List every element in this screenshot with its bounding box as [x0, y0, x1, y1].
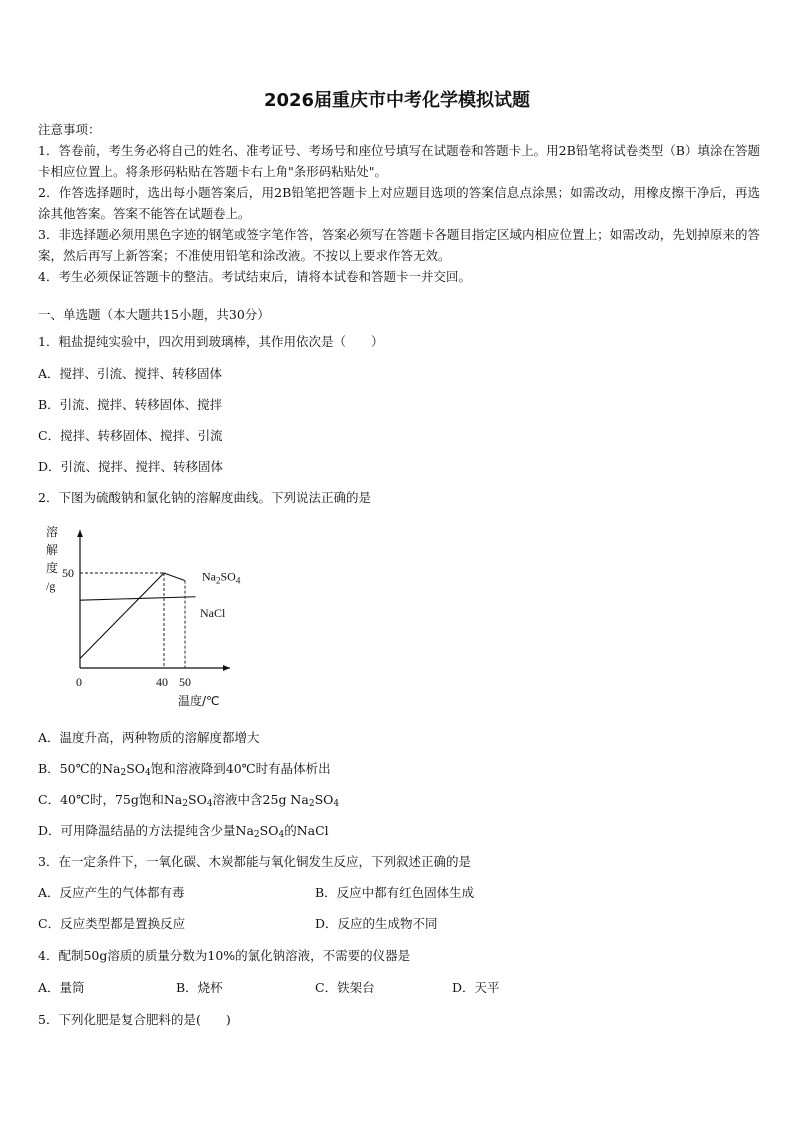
- series-line-na2so4: [80, 573, 185, 659]
- notice-item: 3．非选择题必须用黑色字迹的钢笔或签字笔作答，答案必须写在答题卡各题目指定区域内相应位置上；如需改动，先划掉原来的答案，然后再写上新答案；不准使用铅笔和涂改液。不按以上要求作答无效。: [38, 227, 760, 263]
- question-1-option-b: B．引流、搅拌、转移固体、搅拌: [38, 397, 223, 412]
- y-axis-label: 度: [46, 561, 59, 575]
- question-1-option-c: C．搅拌、转移固体、搅拌、引流: [38, 428, 223, 443]
- question-4-option-a: A．量筒: [38, 980, 85, 995]
- notice-heading: 注意事项：: [38, 122, 101, 137]
- y-tick-label: 50: [62, 566, 74, 580]
- question-4-option-b: B．烧杯: [176, 980, 223, 995]
- notice-item: 2．作答选择题时，选出每小题答案后，用2B铅笔把答题卡上对应题目选项的答案信息点涂黑；如需改动，用橡皮擦干净后，再选涂其他答案。答案不能答在试题卷上。: [38, 185, 760, 221]
- question-3-option-b: B．反应中都有红色固体生成: [315, 885, 475, 900]
- x-axis-label: 温度/℃: [178, 694, 220, 708]
- y-axis-label: 溶: [46, 525, 59, 539]
- series-label-na2so4: $Na_2SO_4$: [202, 569, 241, 586]
- y-axis-arrow: [77, 530, 83, 537]
- x-tick-label: 0: [76, 675, 82, 689]
- question-4-option-c: C．铁架台: [315, 980, 375, 995]
- question-2-option-a: A．温度升高，两种物质的溶解度都增大: [38, 730, 260, 745]
- question-3-option-d: D．反应的生成物不同: [315, 916, 438, 931]
- y-axis-label: 解: [46, 543, 59, 557]
- notice-item: 4．考生必须保证答题卡的整洁。考试结束后，请将本试卷和答题卡一并交回。: [38, 269, 471, 284]
- notice-item: 1．答卷前，考生务必将自己的姓名、准考证号、考场号和座位号填写在试题卷和答题卡上。用2B铅笔将试卷类型（B）填涂在答题卡相应位置上。将条形码粘贴在答题卡右上角"条形码粘贴处"。: [38, 143, 760, 179]
- section-heading: 一、单选题（本大题共15小题，共30分）: [38, 307, 270, 322]
- y-axis-label: /g: [46, 579, 56, 593]
- question-1-stem: 1．粗盐提纯实验中，四次用到玻璃棒，其作用依次是（ ）: [38, 334, 384, 349]
- question-4-option-d: D．天平: [452, 980, 500, 995]
- question-5-stem: 5．下列化肥是复合肥料的是( ): [38, 1012, 231, 1027]
- x-tick-label: 50: [179, 675, 191, 689]
- x-tick-label: 40: [156, 675, 168, 689]
- series-label-nacl: NaCl: [200, 605, 226, 620]
- question-3-option-c: C．反应类型都是置换反应: [38, 916, 186, 931]
- question-2-option-c: C．40℃时，75g饱和$Na_2SO_4$溶液中含25g $Na_2SO_4$: [38, 792, 340, 809]
- question-1-option-d: D．引流、搅拌、搅拌、转移固体: [38, 459, 224, 474]
- notice-list: [38, 140, 760, 287]
- x-axis-arrow: [223, 665, 230, 671]
- solubility-chart: [38, 518, 268, 708]
- question-2-option-b: B．50℃的$Na_2SO_4$饱和溶液降到40℃时有晶体析出: [38, 761, 331, 778]
- question-2-option-d: D．可用降温结晶的方法提纯含少量$Na_2SO_4$的NaCl: [38, 823, 329, 840]
- question-2-stem: 2．下图为硫酸钠和氯化钠的溶解度曲线。下列说法正确的是: [38, 490, 371, 505]
- question-4-stem: 4．配制50g溶质的质量分数为10%的氯化钠溶液，不需要的仪器是: [38, 948, 411, 963]
- question-3-option-a: A．反应产生的气体都有毒: [38, 885, 185, 900]
- question-3-stem: 3．在一定条件下，一氧化碳、木炭都能与氧化铜发生反应，下列叙述正确的是: [38, 854, 471, 869]
- page-title: 2026届重庆市中考化学模拟试题: [263, 90, 531, 111]
- question-1-option-a: A．搅拌、引流、搅拌、转移固体: [38, 366, 223, 381]
